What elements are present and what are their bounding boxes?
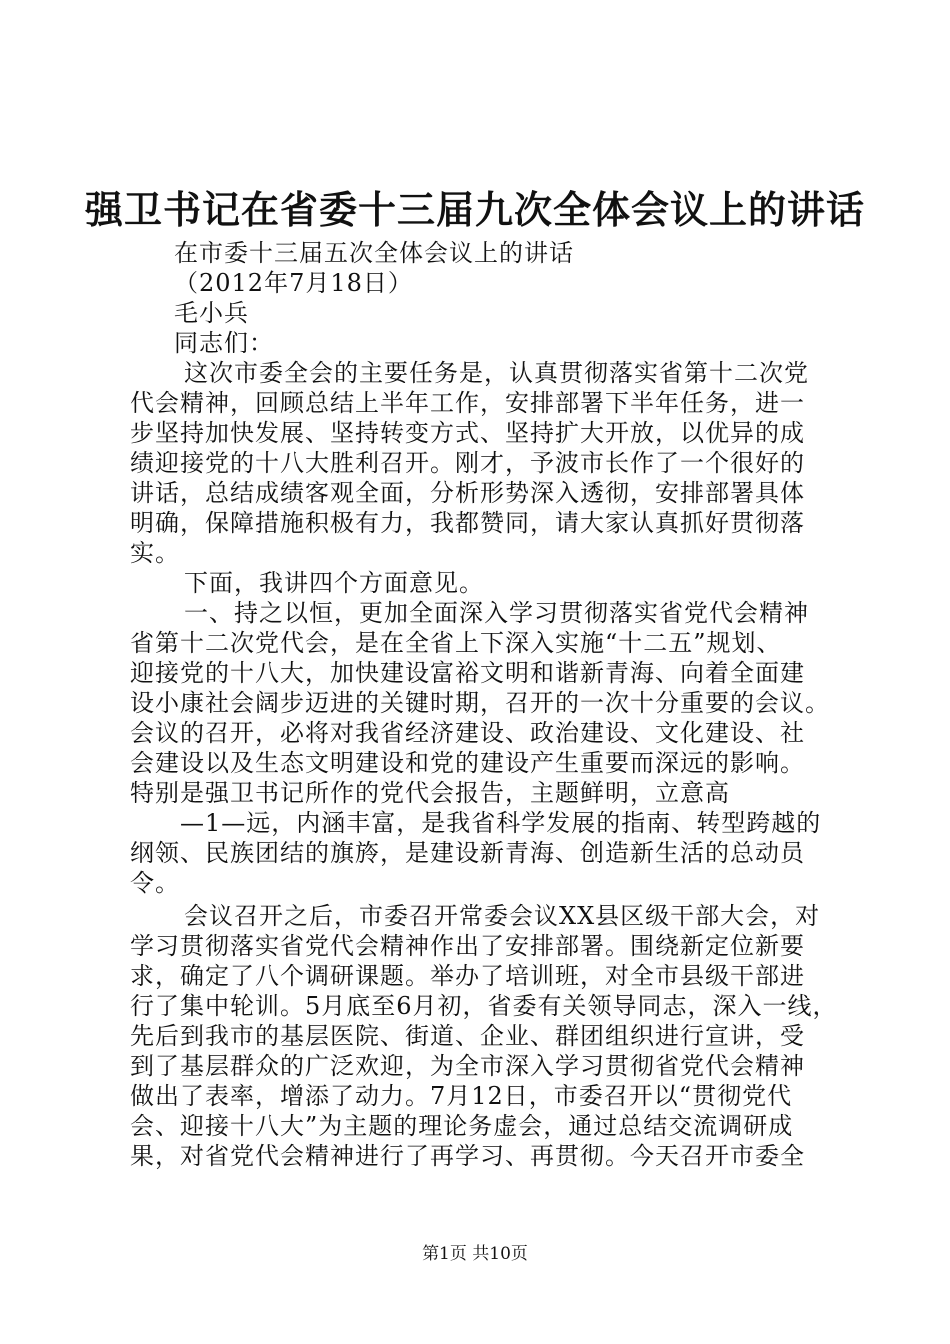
- document-body: [130, 238, 838, 1171]
- body-line: 会议的召开，必将对我省经济建设、政治建设、文化建设、社: [130, 719, 805, 747]
- body-line: 在市委十三届五次全体会议上的讲话: [174, 239, 574, 267]
- body-line: 步坚持加快发展、坚持转变方式、坚持扩大开放，以优异的成: [130, 419, 805, 447]
- body-line: 毛小兵: [174, 299, 249, 327]
- body-line: 绩迎接党的十八大胜利召开。刚才，予波市长作了一个很好的: [130, 449, 805, 477]
- body-line: 这次市委全会的主要任务是，认真贯彻落实省第十二次党: [184, 359, 809, 387]
- body-line: 到了基层群众的广泛欢迎，为全市深入学习贯彻省党代会精神: [130, 1052, 805, 1080]
- body-line: 明确，保障措施积极有力，我都赞同，请大家认真抓好贯彻落: [130, 509, 805, 537]
- body-line: 一、持之以恒，更加全面深入学习贯彻落实省党代会精神: [184, 599, 809, 627]
- body-line: 省第十二次党代会，是在全省上下深入实施“十二五”规划、: [130, 629, 782, 657]
- body-line: 特别是强卫书记所作的党代会报告，主题鲜明，立意高: [130, 779, 730, 807]
- body-line: 会议召开之后，市委召开常委会议XX县区级干部大会，对: [184, 902, 821, 930]
- body-line: 实。: [130, 539, 180, 567]
- body-line: 求，确定了八个调研课题。举办了培训班，对全市县级干部进: [130, 962, 805, 990]
- body-line: —1—远，内涵丰富，是我省科学发展的指南、转型跨越的: [180, 809, 822, 837]
- body-line: 迎接党的十八大，加快建设富裕文明和谐新青海、向着全面建: [130, 659, 805, 687]
- body-line: 纲领、民族团结的旗旍，是建设新青海、创造新生活的总动员: [130, 839, 805, 867]
- body-line: 同志们：: [174, 329, 274, 357]
- body-line: 讲话，总结成绩客观全面，分析形势深入透彻，安排部署具体: [130, 479, 805, 507]
- body-line: 先后到我市的基层医院、街道、企业、群团组织进行宣讲，受: [130, 1022, 805, 1050]
- body-line: 会、迎接十八大”为主题的理论务虚会，通过总结交流调研成: [130, 1112, 794, 1140]
- body-line: 行了集中轮训。5月底至6月初，省委有关领导同志，深入一线，: [130, 992, 838, 1020]
- body-line: 下面，我讲四个方面意见。: [184, 569, 484, 597]
- body-line: 做出了表率，增添了动力。7月12日，市委召开以“贯彻党代: [130, 1082, 793, 1110]
- body-line: 果，对省党代会精神进行了再学习、再贯彻。今天召开市委全: [130, 1142, 805, 1170]
- document-title: 强卫书记在省委十三届九次全体会议上的讲话: [84, 188, 865, 232]
- body-line: 代会精神，回顾总结上半年工作，安排部署下半年任务，进一: [130, 389, 805, 417]
- body-line: 会建设以及生态文明建设和党的建设产生重要而深远的影响。: [130, 749, 805, 777]
- body-line: 学习贯彻落实省党代会精神作出了安排部署。围绕新定位新要: [130, 932, 805, 960]
- body-line: （2012年7月18日）: [174, 269, 413, 297]
- body-line: 设小康社会阔步迈进的关键时期，召开的一次十分重要的会议。: [130, 689, 830, 717]
- body-line: 令。: [130, 869, 180, 897]
- page-footer: 第1页 共10页: [422, 1244, 528, 1264]
